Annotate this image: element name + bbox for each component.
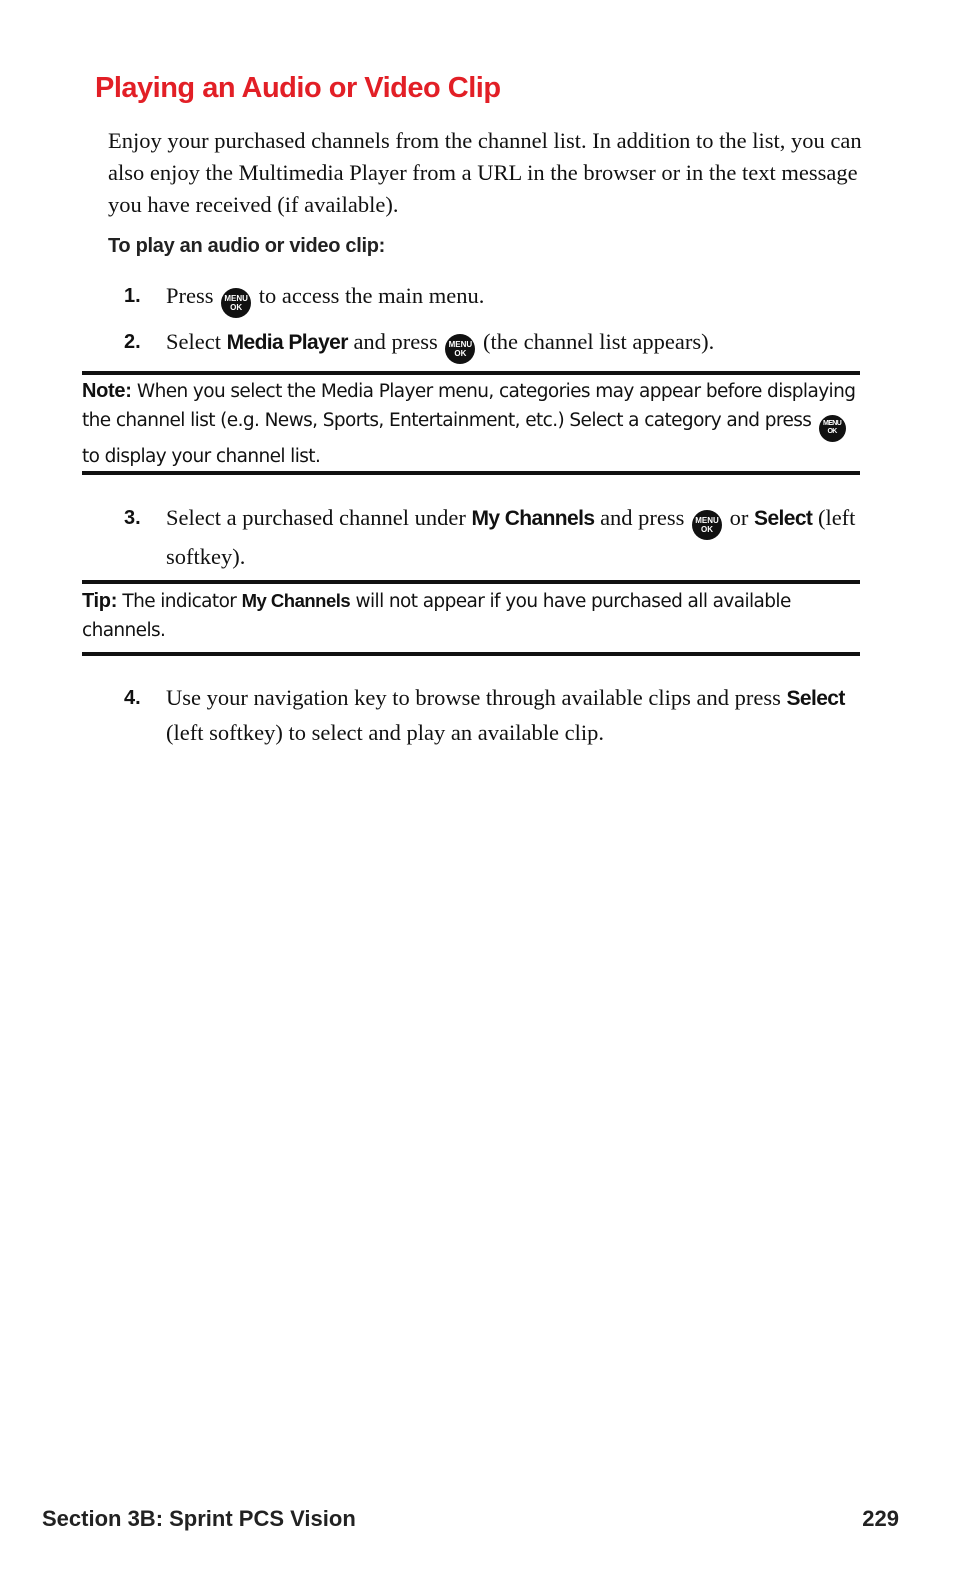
menu-key-top: MENU xyxy=(695,516,719,525)
menu-key-top: MENU xyxy=(448,340,473,349)
step-text xyxy=(166,501,856,574)
step-text-part: (left softkey) to select and play an available clip. xyxy=(166,720,604,745)
menu-ok-key-icon xyxy=(221,288,251,318)
my-channels-term: My Channels xyxy=(471,507,595,530)
menu-key-bottom: OK xyxy=(454,349,467,358)
menu-key-bottom: OK xyxy=(827,428,837,435)
step-number: 2. xyxy=(124,331,141,353)
menu-ok-key-icon xyxy=(692,510,722,540)
step-text xyxy=(166,681,856,750)
step-text-part: to access the main menu. xyxy=(258,283,485,308)
tip-text: The indicator xyxy=(122,591,237,612)
note-text-end: to display your channel list. xyxy=(82,446,321,467)
step-text-part: Select a purchased channel under xyxy=(166,505,466,530)
media-player-term: Media Player xyxy=(226,331,348,354)
note-text: When you select the Media Player menu, categories may appear before displaying the channel list (e.g. News, Sports, Entertainment, etc.) Select a category and press xyxy=(82,381,856,431)
intro-paragraph: Enjoy your purchased channels from the channel list. In addition to the list, you can also enjoy the Multimedia Player from a URL in the browser or in the text message you have received (if available). xyxy=(108,128,862,217)
menu-key-top: MENU xyxy=(224,294,248,303)
tip-box xyxy=(82,580,860,656)
step-text-part: Use your navigation key to browse through available clips and press xyxy=(166,685,781,710)
my-channels-term: My Channels xyxy=(241,590,351,611)
select-term: Select xyxy=(786,687,845,710)
tip-text-end: will not appear if you have purchased all available channels. xyxy=(82,591,791,641)
footer-section-title: Section 3B: Sprint PCS Vision xyxy=(42,1506,356,1531)
step-text-part: (the channel list appears). xyxy=(483,329,715,354)
step-text-part: (left softkey). xyxy=(166,505,856,569)
step-text-part: or xyxy=(729,505,749,530)
note-box xyxy=(82,371,860,475)
select-term: Select xyxy=(754,507,813,530)
page-number: 229 xyxy=(862,1506,899,1531)
step-text-part: Select xyxy=(166,329,221,354)
tip-label: Tip: xyxy=(82,590,118,612)
menu-key-bottom: OK xyxy=(701,525,714,534)
page-title: Playing an Audio or Video Clip xyxy=(95,72,501,104)
step-number: 3. xyxy=(124,507,141,529)
step-number: 4. xyxy=(124,687,141,709)
menu-key-bottom: OK xyxy=(230,303,243,312)
step-text-part: and press xyxy=(600,505,685,530)
menu-ok-key-icon xyxy=(445,334,475,364)
menu-ok-key-icon xyxy=(819,415,846,442)
step-text-part: and press xyxy=(353,329,438,354)
step-text xyxy=(166,279,856,318)
menu-key-top: MENU xyxy=(823,420,842,427)
procedure-heading: To play an audio or video clip: xyxy=(108,235,386,257)
step-text-part: Press xyxy=(166,283,214,308)
step-text xyxy=(166,325,856,364)
note-label: Note: xyxy=(82,380,132,402)
step-number: 1. xyxy=(124,285,141,307)
